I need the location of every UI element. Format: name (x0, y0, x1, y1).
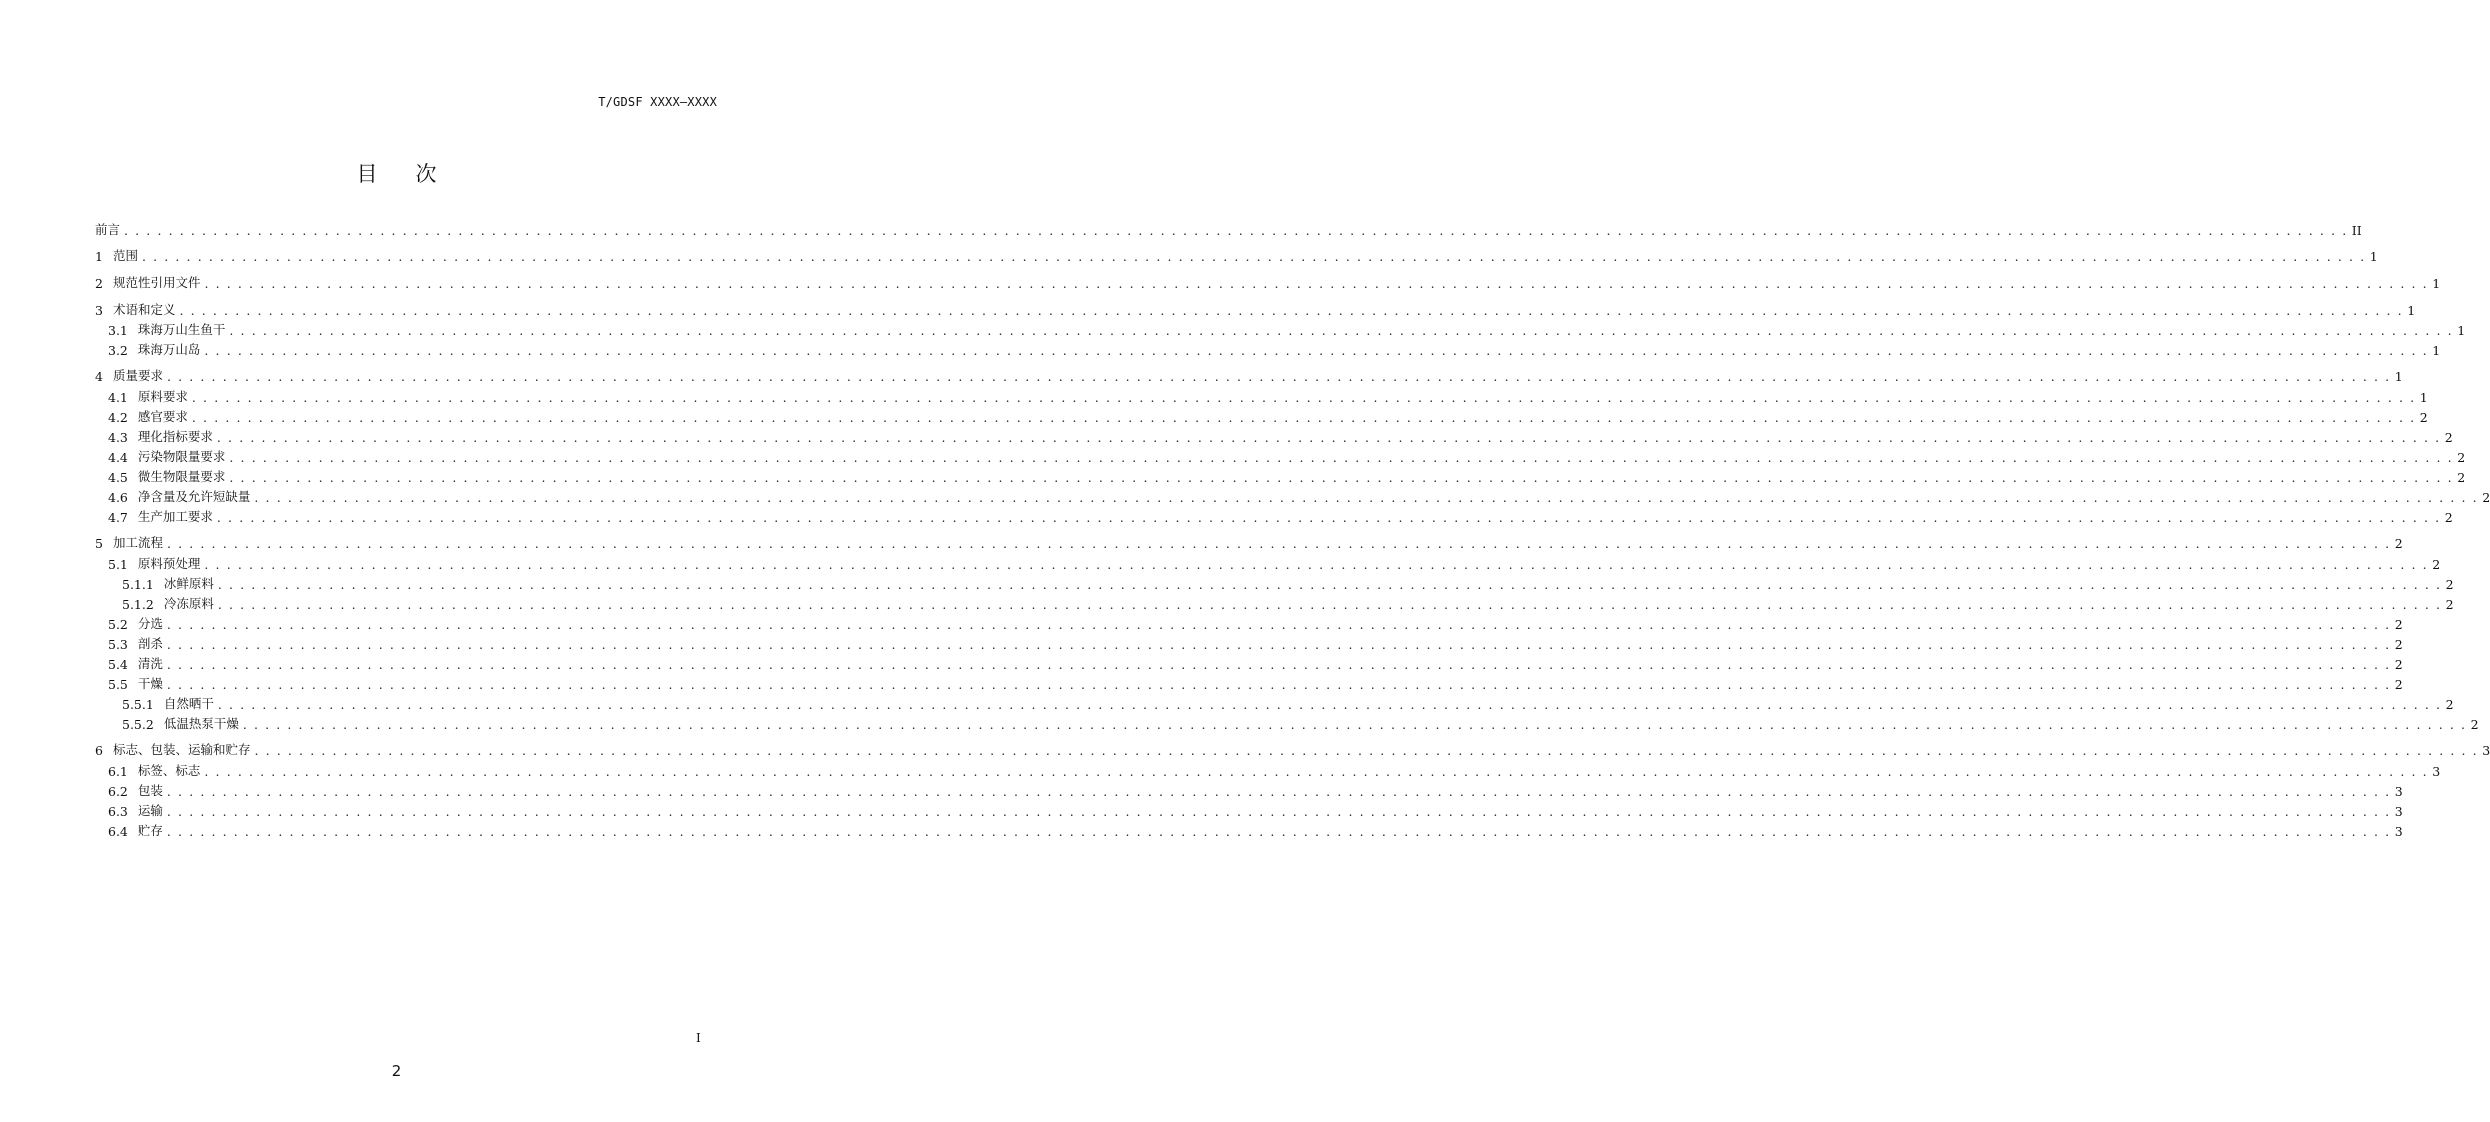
toc-entry-number: 6.4 (108, 824, 128, 839)
toc-entry-label: 运输 (137, 803, 163, 818)
toc-entry-page: 2 (2445, 597, 2454, 612)
toc-leader-dots: . . . . . . . . . . . . . . . . . . . . . . . . . . . . . . . . . . . . . . . . . . . . . . . . . . . . . . . . . . . . . . . . . . . . . . . . . . . . . . . . . . . . . . . . . . . . . . . . . . . . . . . . . . . . . . . . . . . . . . . . . . . . . . . . . . . . . . . . . . . . . . . . . . . . . . . . . . . . . . . . . . . . . . . . . . . . . . . . . . . . . . . . . . . . . . . . . . . . . . . . (166, 804, 2391, 819)
toc-entry[interactable] (95, 614, 2403, 632)
toc-entry[interactable] (95, 467, 2466, 485)
toc-entry[interactable] (95, 821, 2403, 839)
toc-entry-number: 3.1 (108, 323, 128, 338)
toc-entry-number: 5.5 (108, 677, 128, 692)
toc-entry[interactable] (95, 246, 2378, 264)
toc-entry-label: 干燥 (137, 676, 163, 691)
document-code: T/GDSF XXXX—XXXX (598, 95, 717, 109)
toc-entry[interactable] (95, 407, 2428, 425)
toc-entry[interactable] (95, 554, 2441, 572)
toc-leader-dots: . . . . . . . . . . . . . . . . . . . . . . . . . . . . . . . . . . . . . . . . . . . . . . . . . . . . . . . . . . . . . . . . . . . . . . . . . . . . . . . . . . . . . . . . . . . . . . . . . . . . . . . . . . . . . . . . . . . . . . . . . . . . . . . . . . . . . . . . . . . . . . . . . . . . . . . . . . . . . . . . . . . . . . . . . . . . . . . . . . . . . . . . . . . . . . . . . . . . . . . . (204, 557, 2429, 572)
toc-entry-label: 规范性引用文件 (112, 275, 201, 290)
toc-entry-page: 2 (2394, 657, 2403, 672)
toc-leader-dots: . . . . . . . . . . . . . . . . . . . . . . . . . . . . . . . . . . . . . . . . . . . . . . . . . . . . . . . . . . . . . . . . . . . . . . . . . . . . . . . . . . . . . . . . . . . . . . . . . . . . . . . . . . . . . . . . . . . . . . . . . . . . . . . . . . . . . . . . . . . . . . . . . . . . . . . . . . . . . . . . . . . . . . . . . . . . . . . . . . . . . . . . . . . . . . . . . . . . . . . . (216, 510, 2441, 525)
toc-entry-label: 剖杀 (137, 636, 163, 651)
toc-entry-page: 2 (2445, 697, 2454, 712)
toc-leader-dots: . . . . . . . . . . . . . . . . . . . . . . . . . . . . . . . . . . . . . . . . . . . . . . . . . . . . . . . . . . . . . . . . . . . . . . . . . . . . . . . . . . . . . . . . . . . . . . . . . . . . . . . . . . . . . . . . . . . . . . . . . . . . . . . . . . . . . . . . . . . . . . . . . . . . . . . . . . . . . . . . . . . . . . . . . . . . . . . . . . . . . . . . . . . . . . . . . . . . . . . . (166, 824, 2391, 839)
toc-entry-label: 珠海万山岛 (137, 342, 201, 357)
toc-entry-label: 原料预处理 (137, 556, 201, 571)
toc-entry[interactable] (95, 487, 2490, 505)
toc-entry-page: 2 (2444, 510, 2453, 525)
toc-entry-label: 术语和定义 (112, 302, 176, 317)
toc-entry-label: 贮存 (137, 823, 163, 838)
toc-entry-label: 低温热泵干燥 (163, 716, 239, 731)
toc-entry-number: 5.5.2 (122, 717, 154, 732)
toc-leader-dots: . . . . . . . . . . . . . . . . . . . . . . . . . . . . . . . . . . . . . . . . . . . . . . . . . . . . . . . . . . . . . . . . . . . . . . . . . . . . . . . . . . . . . . . . . . . . . . . . . . . . . . . . . . . . . . . . . . . . . . . . . . . . . . . . . . . . . . . . . . . . . . . . . . . . . . . . . . . . . . . . . . . . . . . . . . . . . . . . . . . . . . . . . . . . . . . . . . . . . . . . (217, 597, 2442, 612)
toc-leader-dots: . . . . . . . . . . . . . . . . . . . . . . . . . . . . . . . . . . . . . . . . . . . . . . . . . . . . . . . . . . . . . . . . . . . . . . . . . . . . . . . . . . . . . . . . . . . . . . . . . . . . . . . . . . . . . . . . . . . . . . . . . . . . . . . . . . . . . . . . . . . . . . . . . . . . . . . . . . . . . . . . . . . . . . . . . . . . . . . . . . . . . . . . . . . . . . . . . . . . . . . . (254, 490, 2479, 505)
toc-entry-number: 3 (95, 303, 103, 318)
toc-leader-dots: . . . . . . . . . . . . . . . . . . . . . . . . . . . . . . . . . . . . . . . . . . . . . . . . . . . . . . . . . . . . . . . . . . . . . . . . . . . . . . . . . . . . . . . . . . . . . . . . . . . . . . . . . . . . . . . . . . . . . . . . . . . . . . . . . . . . . . . . . . . . . . . . . . . . . . . . . . . . . . . . . . . . . . . . . . . . . . . . . . . . . . . . . . . . . . . . . . . . . . . . (254, 743, 2479, 758)
toc-entry-label: 自然晒干 (163, 696, 214, 711)
toc-entry-label: 冰鲜原料 (163, 576, 214, 591)
toc-leader-dots: . . . . . . . . . . . . . . . . . . . . . . . . . . . . . . . . . . . . . . . . . . . . . . . . . . . . . . . . . . . . . . . . . . . . . . . . . . . . . . . . . . . . . . . . . . . . . . . . . . . . . . . . . . . . . . . . . . . . . . . . . . . . . . . . . . . . . . . . . . . . . . . . . . . . . . . . . . . . . . . . . . . . . . . . . . . . . . . . . . . . . . . . . . . . . . . . . . . . . . . . (166, 536, 2391, 551)
toc-entry[interactable] (95, 781, 2403, 799)
toc-entry[interactable] (95, 320, 2466, 338)
toc-entry[interactable] (95, 694, 2454, 712)
toc-entry-number: 3.2 (108, 343, 128, 358)
toc-leader-dots: . . . . . . . . . . . . . . . . . . . . . . . . . . . . . . . . . . . . . . . . . . . . . . . . . . . . . . . . . . . . . . . . . . . . . . . . . . . . . . . . . . . . . . . . . . . . . . . . . . . . . . . . . . . . . . . . . . . . . . . . . . . . . . . . . . . . . . . . . . . . . . . . . . . . . . . . . . . . . . . . . . . . . . . . . . . . . . . . . . . . . . . . . . . . . . . . . . . . . . . . (166, 617, 2391, 632)
toc-entry-label: 冷冻原料 (163, 596, 214, 611)
toc-entry[interactable] (95, 654, 2403, 672)
toc-entry-number: 4.6 (108, 490, 128, 505)
toc-leader-dots: . . . . . . . . . . . . . . . . . . . . . . . . . . . . . . . . . . . . . . . . . . . . . . . . . . . . . . . . . . . . . . . . . . . . . . . . . . . . . . . . . . . . . . . . . . . . . . . . . . . . . . . . . . . . . . . . . . . . . . . . . . . . . . . . . . . . . . . . . . . . . . . . . . . . . . . . . . . . . . . . . . . . . . . . . . . . . . . . . . . . . . . . . . . . . . . . . . . . . . . . (166, 369, 2391, 384)
toc-entry-label: 分选 (137, 616, 163, 631)
toc-leader-dots: . . . . . . . . . . . . . . . . . . . . . . . . . . . . . . . . . . . . . . . . . . . . . . . . . . . . . . . . . . . . . . . . . . . . . . . . . . . . . . . . . . . . . . . . . . . . . . . . . . . . . . . . . . . . . . . . . . . . . . . . . . . . . . . . . . . . . . . . . . . . . . . . . . . . . . . . . . . . . . . . . . . . . . . . . . . . . . . . . . . . . . . . . . . . . . . . . . . . . . . . (204, 764, 2429, 779)
toc-entry-number: 2 (95, 276, 103, 291)
toc-leader-dots: . . . . . . . . . . . . . . . . . . . . . . . . . . . . . . . . . . . . . . . . . . . . . . . . . . . . . . . . . . . . . . . . . . . . . . . . . . . . . . . . . . . . . . . . . . . . . . . . . . . . . . . . . . . . . . . . . . . . . . . . . . . . . . . . . . . . . . . . . . . . . . . . . . . . . . . . . . . . . . . . . . . . . . . . . . . . . . . . . . . . . . . . . . . . . . . . . . . . . . . . (166, 657, 2391, 672)
toc-entry-label: 加工流程 (112, 535, 163, 550)
toc-entry[interactable] (95, 300, 2416, 318)
toc-entry-page: 1 (2394, 369, 2403, 384)
toc-entry-label: 净含量及允许短缺量 (137, 489, 251, 504)
toc-title: 目次 (356, 162, 475, 186)
toc-entry-number: 5.3 (108, 637, 128, 652)
toc-entry-page: 2 (2457, 470, 2466, 485)
toc-entry-number: 4.1 (108, 390, 128, 405)
toc-entry-label: 范围 (112, 248, 138, 263)
toc-entry-label: 质量要求 (112, 368, 163, 383)
toc-entry-number: 4.3 (108, 430, 128, 445)
toc-entry-label: 珠海万山生鱼干 (137, 322, 226, 337)
toc-entry-page: 1 (2407, 303, 2416, 318)
toc-entry[interactable] (95, 387, 2428, 405)
toc-entry[interactable] (95, 273, 2441, 291)
toc-entry-number: 4.5 (108, 470, 128, 485)
toc-entry-label: 理化指标要求 (137, 429, 213, 444)
toc-entry-page: 2 (2444, 430, 2453, 445)
toc-entry[interactable] (95, 574, 2454, 592)
toc-entry-label: 包装 (137, 783, 163, 798)
toc-leader-dots: . . . . . . . . . . . . . . . . . . . . . . . . . . . . . . . . . . . . . . . . . . . . . . . . . . . . . . . . . . . . . . . . . . . . . . . . . . . . . . . . . . . . . . . . . . . . . . . . . . . . . . . . . . . . . . . . . . . . . . . . . . . . . . . . . . . . . . . . . . . . . . . . . . . . . . . . . . . . . . . . . . . . . . . . . . . . . . . . . . . . . . . . . . . . . . . . . . . . . . . . (217, 577, 2442, 592)
toc-entry-label: 感官要求 (137, 409, 188, 424)
toc-leader-dots: . . . . . . . . . . . . . . . . . . . . . . . . . . . . . . . . . . . . . . . . . . . . . . . . . . . . . . . . . . . . . . . . . . . . . . . . . . . . . . . . . . . . . . . . . . . . . . . . . . . . . . . . . . . . . . . . . . . . . . . . . . . . . . . . . . . . . . . . . . . . . . . . . . . . . . . . . . . . . . . . . . . . . . . . . . . . . . . . . . . . . . . . . . . . . . . . . . . . . . . . (166, 677, 2391, 692)
toc-entry-label: 前言 (95, 222, 121, 237)
toc-entry-label: 清洗 (137, 656, 163, 671)
toc-entry[interactable] (95, 761, 2441, 779)
toc-entry-label: 原料要求 (137, 389, 188, 404)
toc-entry-number: 1 (95, 249, 103, 264)
toc-leader-dots: . . . . . . . . . . . . . . . . . . . . . . . . . . . . . . . . . . . . . . . . . . . . . . . . . . . . . . . . . . . . . . . . . . . . . . . . . . . . . . . . . . . . . . . . . . . . . . . . . . . . . . . . . . . . . . . . . . . . . . . . . . . . . . . . . . . . . . . . . . . . . . . . . . . . . . . . . . . . . . . . . . . . . . . . . . . . . . . . . . . . . . . . . . . . . . . . . . . . . . . . (166, 637, 2391, 652)
toc-entry-number: 4.7 (108, 510, 128, 525)
toc-leader-dots: . . . . . . . . . . . . . . . . . . . . . . . . . . . . . . . . . . . . . . . . . . . . . . . . . . . . . . . . . . . . . . . . . . . . . . . . . . . . . . . . . . . . . . . . . . . . . . . . . . . . . . . . . . . . . . . . . . . . . . . . . . . . . . . . . . . . . . . . . . . . . . . . . . . . . . . . . . . . . . . . . . . . . . . . . . . . . . . . . . . . . . . . . . . . . . . . . . . . . . . . (191, 410, 2416, 425)
toc-entry-label: 污染物限量要求 (137, 449, 226, 464)
toc-entry[interactable] (95, 366, 2403, 384)
toc-entry-label: 生产加工要求 (137, 509, 213, 524)
toc-entry-number: 5.5.1 (122, 697, 154, 712)
toc-leader-dots: . . . . . . . . . . . . . . . . . . . . . . . . . . . . . . . . . . . . . . . . . . . . . . . . . . . . . . . . . . . . . . . . . . . . . . . . . . . . . . . . . . . . . . . . . . . . . . . . . . . . . . . . . . . . . . . . . . . . . . . . . . . . . . . . . . . . . . . . . . . . . . . . . . . . . . . . . . . . . . . . . . . . . . . . . . . . . . . . . . . . . . . . . . . . . . . . . . . . . . . . (179, 303, 2404, 318)
toc-entry[interactable] (95, 714, 2479, 732)
toc-entry-page: 1 (2369, 249, 2378, 264)
toc-entry[interactable] (95, 801, 2403, 819)
toc-entry-page: 2 (2457, 450, 2466, 465)
toc-entry[interactable] (95, 220, 2362, 238)
toc-leader-dots: . . . . . . . . . . . . . . . . . . . . . . . . . . . . . . . . . . . . . . . . . . . . . . . . . . . . . . . . . . . . . . . . . . . . . . . . . . . . . . . . . . . . . . . . . . . . . . . . . . . . . . . . . . . . . . . . . . . . . . . . . . . . . . . . . . . . . . . . . . . . . . . . . . . . . . . . . . . . . . . . . . . . . . . . . . . . . . . . . . . . . . . . . . . . . . . . . . . . . . . . (204, 276, 2429, 291)
toc-entry-page: 2 (2470, 717, 2479, 732)
toc-entry-number: 4.2 (108, 410, 128, 425)
toc-entry-number: 5 (95, 536, 103, 551)
toc-entry-label: 标志、包装、运输和贮存 (112, 742, 251, 757)
toc-entry-page: 2 (2394, 617, 2403, 632)
toc-entry[interactable] (95, 533, 2403, 551)
toc-entry-page: 2 (2432, 557, 2441, 572)
toc-entry[interactable] (95, 507, 2453, 525)
toc-entry-number: 6.3 (108, 804, 128, 819)
toc-leader-dots: . . . . . . . . . . . . . . . . . . . . . . . . . . . . . . . . . . . . . . . . . . . . . . . . . . . . . . . . . . . . . . . . . . . . . . . . . . . . . . . . . . . . . . . . . . . . . . . . . . . . . . . . . . . . . . . . . . . . . . . . . . . . . . . . . . . . . . . . . . . . . . . . . . . . . . . . . . . . . . . . . . . . . . . . . . . . . . . . . . . . . . . . . . . . . . . . . . . . . . . . (229, 470, 2454, 485)
toc-entry-number: 4 (95, 369, 103, 384)
toc-entry-page: 2 (2394, 637, 2403, 652)
toc-entry-page: 1 (2419, 390, 2428, 405)
footer-roman-page: I (696, 1031, 701, 1045)
toc-entry-label: 微生物限量要求 (137, 469, 226, 484)
toc-entry-number: 4.4 (108, 450, 128, 465)
toc-entry-number: 5.1 (108, 557, 128, 572)
toc-entry[interactable] (95, 634, 2403, 652)
toc-leader-dots: . . . . . . . . . . . . . . . . . . . . . . . . . . . . . . . . . . . . . . . . . . . . . . . . . . . . . . . . . . . . . . . . . . . . . . . . . . . . . . . . . . . . . . . . . . . . . . . . . . . . . . . . . . . . . . . . . . . . . . . . . . . . . . . . . . . . . . . . . . . . . . . . . . . . . . . . . . . . . . . . . . . . . . . . . . . . . . . . . . . . . . . . . . . . . . . . . . . . . . . . (217, 697, 2442, 712)
toc-entry-number: 6.1 (108, 764, 128, 779)
toc-leader-dots: . . . . . . . . . . . . . . . . . . . . . . . . . . . . . . . . . . . . . . . . . . . . . . . . . . . . . . . . . . . . . . . . . . . . . . . . . . . . . . . . . . . . . . . . . . . . . . . . . . . . . . . . . . . . . . . . . . . . . . . . . . . . . . . . . . . . . . . . . . . . . . . . . . . . . . . . . . . . . . . . . . . . . . . . . . . . . . . . . . . . . . . . . . . . . . . . . . . . . . . . (229, 323, 2454, 338)
toc-entry-page: 3 (2482, 743, 2490, 758)
toc-entry-page: 3 (2394, 784, 2403, 799)
toc-entry-number: 6 (95, 743, 103, 758)
page-number: 2 (391, 1062, 402, 1080)
toc-entry-page: II (2351, 223, 2362, 238)
toc-entry[interactable] (95, 447, 2466, 465)
toc-entry-page: 1 (2457, 323, 2466, 338)
toc-entry-page: 2 (2482, 490, 2490, 505)
toc-leader-dots: . . . . . . . . . . . . . . . . . . . . . . . . . . . . . . . . . . . . . . . . . . . . . . . . . . . . . . . . . . . . . . . . . . . . . . . . . . . . . . . . . . . . . . . . . . . . . . . . . . . . . . . . . . . . . . . . . . . . . . . . . . . . . . . . . . . . . . . . . . . . . . . . . . . . . . . . . . . . . . . . . . . . . . . . . . . . . . . . . . . . . . . . . . . . . . . . . . . . . . . . (141, 249, 2366, 264)
toc-entry-number: 5.1.2 (122, 597, 154, 612)
toc-leader-dots: . . . . . . . . . . . . . . . . . . . . . . . . . . . . . . . . . . . . . . . . . . . . . . . . . . . . . . . . . . . . . . . . . . . . . . . . . . . . . . . . . . . . . . . . . . . . . . . . . . . . . . . . . . . . . . . . . . . . . . . . . . . . . . . . . . . . . . . . . . . . . . . . . . . . . . . . . . . . . . . . . . . . . . . . . . . . . . . . . . . . . . . . . . . . . . . . . . . . . . . . (124, 223, 2348, 238)
toc-entry-page: 1 (2432, 276, 2441, 291)
toc-entry-number: 5.4 (108, 657, 128, 672)
toc-entry-page: 3 (2432, 764, 2441, 779)
toc-entry-page: 2 (2445, 577, 2454, 592)
toc-entry-page: 2 (2394, 677, 2403, 692)
toc-entry-page: 3 (2394, 804, 2403, 819)
toc-leader-dots: . . . . . . . . . . . . . . . . . . . . . . . . . . . . . . . . . . . . . . . . . . . . . . . . . . . . . . . . . . . . . . . . . . . . . . . . . . . . . . . . . . . . . . . . . . . . . . . . . . . . . . . . . . . . . . . . . . . . . . . . . . . . . . . . . . . . . . . . . . . . . . . . . . . . . . . . . . . . . . . . . . . . . . . . . . . . . . . . . . . . . . . . . . . . . . . . . . . . . . . . (242, 717, 2467, 732)
toc-leader-dots: . . . . . . . . . . . . . . . . . . . . . . . . . . . . . . . . . . . . . . . . . . . . . . . . . . . . . . . . . . . . . . . . . . . . . . . . . . . . . . . . . . . . . . . . . . . . . . . . . . . . . . . . . . . . . . . . . . . . . . . . . . . . . . . . . . . . . . . . . . . . . . . . . . . . . . . . . . . . . . . . . . . . . . . . . . . . . . . . . . . . . . . . . . . . . . . . . . . . . . . . (191, 390, 2416, 405)
toc-leader-dots: . . . . . . . . . . . . . . . . . . . . . . . . . . . . . . . . . . . . . . . . . . . . . . . . . . . . . . . . . . . . . . . . . . . . . . . . . . . . . . . . . . . . . . . . . . . . . . . . . . . . . . . . . . . . . . . . . . . . . . . . . . . . . . . . . . . . . . . . . . . . . . . . . . . . . . . . . . . . . . . . . . . . . . . . . . . . . . . . . . . . . . . . . . . . . . . . . . . . . . . . (229, 450, 2454, 465)
toc-entry[interactable] (95, 340, 2441, 358)
toc-entry-page: 2 (2419, 410, 2428, 425)
toc-entry-page: 2 (2394, 536, 2403, 551)
toc-entry-number: 6.2 (108, 784, 128, 799)
toc-entry-number: 5.1.1 (122, 577, 154, 592)
toc-leader-dots: . . . . . . . . . . . . . . . . . . . . . . . . . . . . . . . . . . . . . . . . . . . . . . . . . . . . . . . . . . . . . . . . . . . . . . . . . . . . . . . . . . . . . . . . . . . . . . . . . . . . . . . . . . . . . . . . . . . . . . . . . . . . . . . . . . . . . . . . . . . . . . . . . . . . . . . . . . . . . . . . . . . . . . . . . . . . . . . . . . . . . . . . . . . . . . . . . . . . . . . . (204, 343, 2429, 358)
toc-entry[interactable] (95, 674, 2403, 692)
toc-entry[interactable] (95, 594, 2454, 612)
toc-leader-dots: . . . . . . . . . . . . . . . . . . . . . . . . . . . . . . . . . . . . . . . . . . . . . . . . . . . . . . . . . . . . . . . . . . . . . . . . . . . . . . . . . . . . . . . . . . . . . . . . . . . . . . . . . . . . . . . . . . . . . . . . . . . . . . . . . . . . . . . . . . . . . . . . . . . . . . . . . . . . . . . . . . . . . . . . . . . . . . . . . . . . . . . . . . . . . . . . . . . . . . . . (216, 430, 2441, 445)
toc-entry-page: 1 (2432, 343, 2441, 358)
toc-entry-page: 3 (2394, 824, 2403, 839)
toc-entry-label: 标签、标志 (137, 763, 201, 778)
toc-leader-dots: . . . . . . . . . . . . . . . . . . . . . . . . . . . . . . . . . . . . . . . . . . . . . . . . . . . . . . . . . . . . . . . . . . . . . . . . . . . . . . . . . . . . . . . . . . . . . . . . . . . . . . . . . . . . . . . . . . . . . . . . . . . . . . . . . . . . . . . . . . . . . . . . . . . . . . . . . . . . . . . . . . . . . . . . . . . . . . . . . . . . . . . . . . . . . . . . . . . . . . . . (166, 784, 2391, 799)
toc-entry[interactable] (95, 740, 2490, 758)
toc-entry-number: 5.2 (108, 617, 128, 632)
toc-entry[interactable] (95, 427, 2453, 445)
